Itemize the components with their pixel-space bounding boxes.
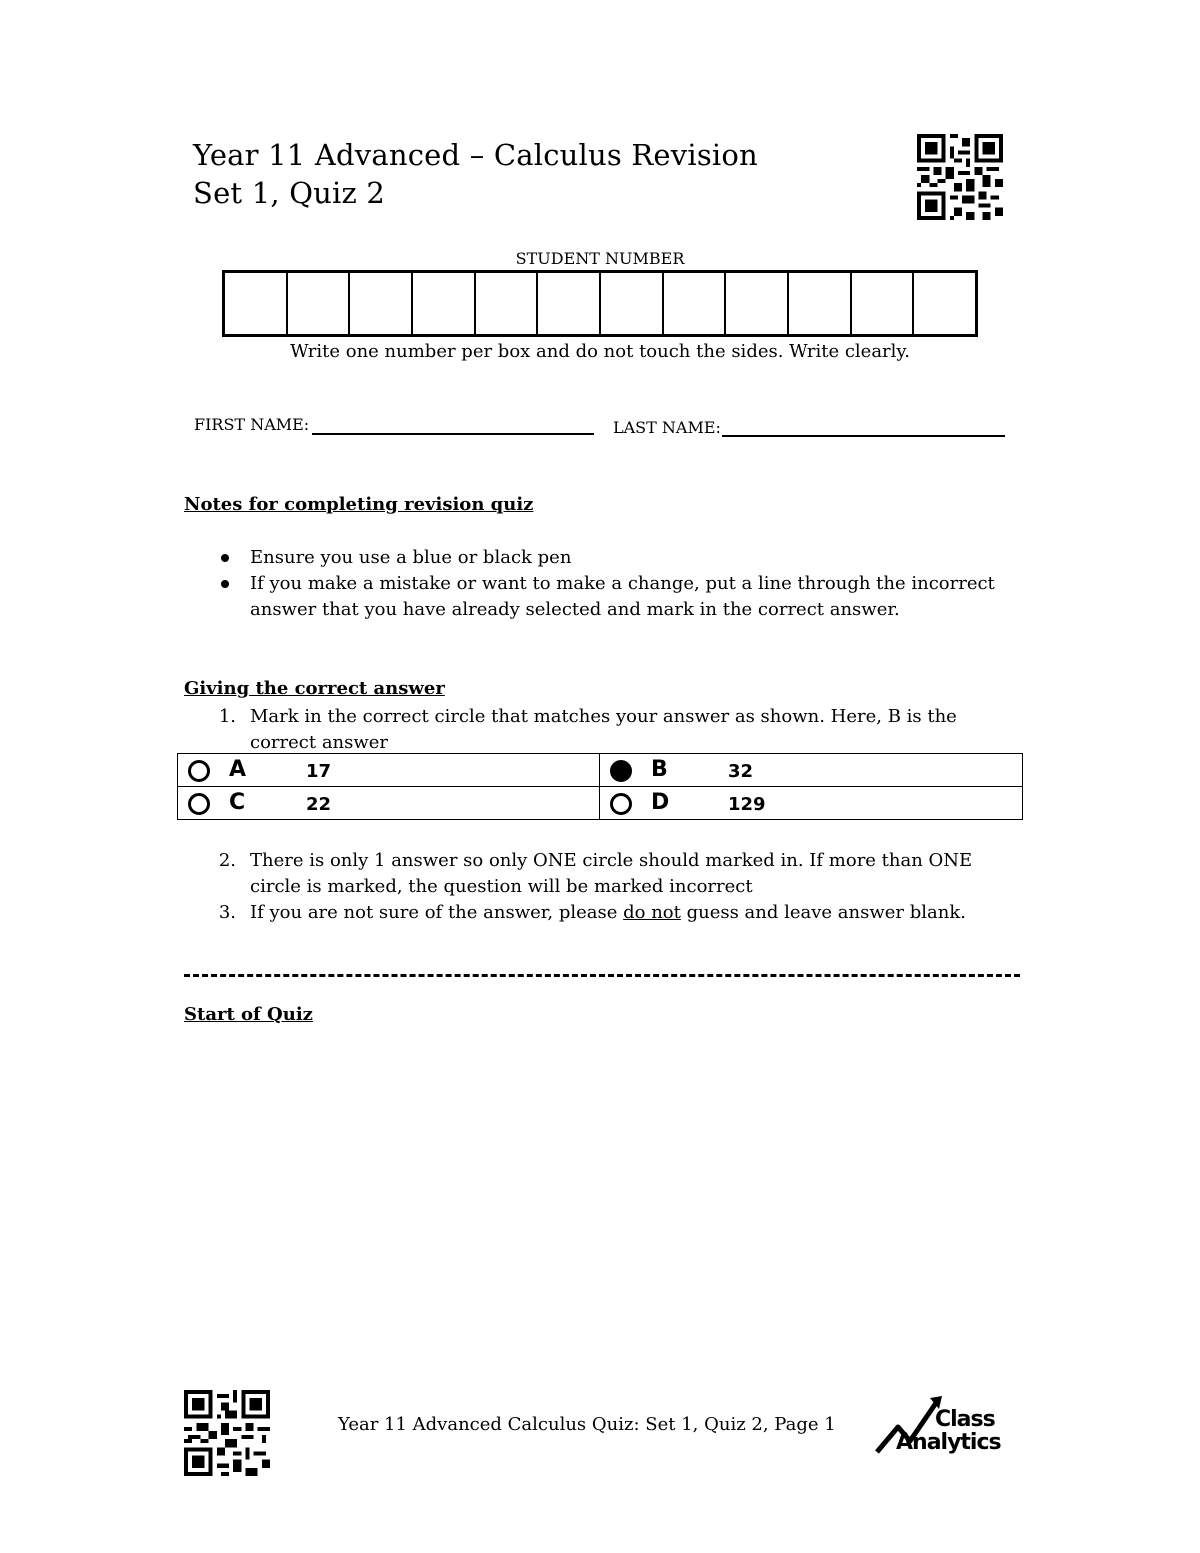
title-line-1: Year 11 Advanced – Calculus Revision [193,138,758,172]
last-name-label: LAST NAME: [613,418,721,437]
quiz-title [193,136,758,212]
list-number: 1. [218,706,236,727]
instructions-list-part2 [184,848,1024,926]
first-name-field[interactable] [312,433,594,435]
student-number-box[interactable] [789,273,852,334]
footer-qr-code-icon [182,1390,272,1476]
footer-page-label: Year 11 Advanced Calculus Quiz: Set 1, Quiz 2, Page 1 [338,1414,836,1435]
list-item: Ensure you use a blue or black pen [184,545,1024,571]
notes-list [184,545,1024,623]
example-option-c: C 22 [178,787,600,820]
emphasis-text: do not [623,902,681,923]
student-number-box[interactable] [538,273,601,334]
student-number-box[interactable] [852,273,915,334]
student-number-box[interactable] [225,273,288,334]
bullet-icon [221,554,229,562]
notes-heading: Notes for completing revision quiz [184,494,534,515]
last-name-field[interactable] [722,435,1005,437]
example-answer-grid [177,753,1023,820]
bullet-icon [221,580,229,588]
student-number-box[interactable] [914,273,975,334]
header-qr-code-icon [916,134,1004,220]
student-number-box[interactable] [350,273,413,334]
example-option-b: B 32 [600,754,1022,787]
answer-bubble-icon [188,760,210,782]
list-item: 3. If you are not sure of the answer, please do not guess and leave answer blank. [184,900,1024,926]
list-item: If you make a mistake or want to make a change, put a line through the incorrect answer that you have already selected and mark in the correct answer. [184,571,1024,623]
class-analytics-logo [874,1394,1004,1458]
student-number-label: STUDENT NUMBER [515,249,685,268]
instructions-list-part1 [184,704,1024,756]
student-number-box[interactable] [726,273,789,334]
list-number: 2. [218,850,236,871]
list-number: 3. [218,902,236,923]
dashed-divider [184,974,1020,977]
answer-bubble-icon [188,793,210,815]
example-option-d: D 129 [600,787,1022,820]
student-number-help: Write one number per box and do not touch the sides. Write clearly. [290,341,910,362]
student-number-box[interactable] [601,273,664,334]
list-item: 1. Mark in the correct circle that matches your answer as shown. Here, B is the correct answer [184,704,1024,756]
logo-text-line-1: Class [935,1407,995,1432]
student-number-box[interactable] [476,273,539,334]
start-of-quiz-heading: Start of Quiz [184,1004,313,1025]
student-number-box[interactable] [413,273,476,334]
first-name-label: FIRST NAME: [194,415,310,434]
answer-bubble-filled-icon [610,760,632,782]
list-item: 2. There is only 1 answer so only ONE circle should marked in. If more than ONE circle is marked, the question will be marked incorrect [184,848,1024,900]
logo-text-line-2: Analytics [896,1430,1001,1455]
answer-bubble-icon [610,793,632,815]
student-number-box[interactable] [664,273,727,334]
example-option-a: A 17 [178,754,600,787]
instructions-heading: Giving the correct answer [184,678,445,699]
student-number-boxes[interactable] [222,270,978,337]
student-number-box[interactable] [288,273,351,334]
title-line-2: Set 1, Quiz 2 [193,176,386,210]
